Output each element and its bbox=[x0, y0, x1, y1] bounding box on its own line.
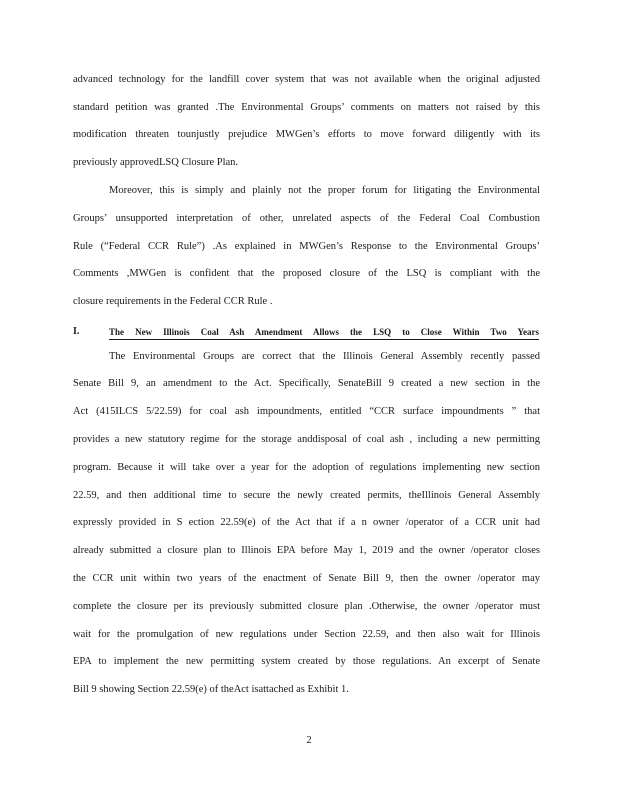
section-number: I. bbox=[73, 326, 80, 337]
text-line: Bill 9 showing Section 22.59(e) of theAct isattached as Exhibit 1. bbox=[73, 684, 349, 695]
text-line: Groups’ unsupported interpretation of other, unrelated aspects of the Federal Coal Combustion bbox=[73, 213, 540, 224]
text-line: provides a new statutory regime for the storage anddisposal of coal ash , including a new permitting bbox=[73, 434, 540, 445]
text-line: already submitted a closure plan to Illinois EPA before May 1, 2019 and the owner /operator closes bbox=[73, 545, 540, 556]
text-line: Moreover, this is simply and plainly not the proper forum for litigating the Environmental bbox=[109, 185, 540, 196]
text-line: program. Because it will take over a year for the adoption of regulations implementing new section bbox=[73, 462, 540, 473]
text-line: Senate Bill 9, an amendment to the Act. Specifically, SenateBill 9 created a new section in the bbox=[73, 378, 540, 389]
text-line: The Environmental Groups are correct that the Illinois General Assembly recently passed bbox=[109, 351, 540, 362]
text-line: previously approvedLSQ Closure Plan. bbox=[73, 157, 239, 168]
text-line: Act (415ILCS 5/22.59) for coal ash impoundments, entitled “CCR surface impoundments ” that bbox=[73, 406, 540, 417]
text-line: 22.59, and then additional time to secure the newly created permits, theIllinois General Assembly bbox=[73, 490, 540, 501]
text-line: EPA to implement the new permitting system created by those regulations. An excerpt of Senate bbox=[73, 656, 540, 667]
text-line: modification threaten tounjustly prejudice MWGen’s efforts to move forward diligently with its bbox=[73, 129, 540, 140]
text-line: wait for the promulgation of new regulations under Section 22.59, and then also wait for Illinois bbox=[73, 629, 540, 640]
text-line: expressly provided in S ection 22.59(e) of the Act that if a n owner /operator of a CCR unit had bbox=[73, 517, 540, 528]
text-line: Rule (“Federal CCR Rule”) .As explained in MWGen’s Response to the Environmental Groups’ bbox=[73, 241, 540, 252]
text-line: standard petition was granted .The Environmental Groups’ comments on matters not raised by this bbox=[73, 102, 540, 113]
text-line: complete the closure per its previously submitted closure plan .Otherwise, the owner /operator must bbox=[73, 601, 540, 612]
page-number: 2 bbox=[306, 735, 312, 746]
text-line: the CCR unit within two years of the enactment of Senate Bill 9, then the owner /operator may bbox=[73, 573, 540, 584]
text-line: Comments ,MWGen is confident that the proposed closure of the LSQ is compliant with the bbox=[73, 268, 540, 279]
text-line: advanced technology for the landfill cover system that was not available when the original adjusted bbox=[73, 74, 540, 85]
section-heading: The New Illinois Coal Ash Amendment Allows the LSQ to Close Within Two Years bbox=[109, 325, 539, 340]
text-line: closure requirements in the Federal CCR Rule . bbox=[73, 296, 273, 307]
